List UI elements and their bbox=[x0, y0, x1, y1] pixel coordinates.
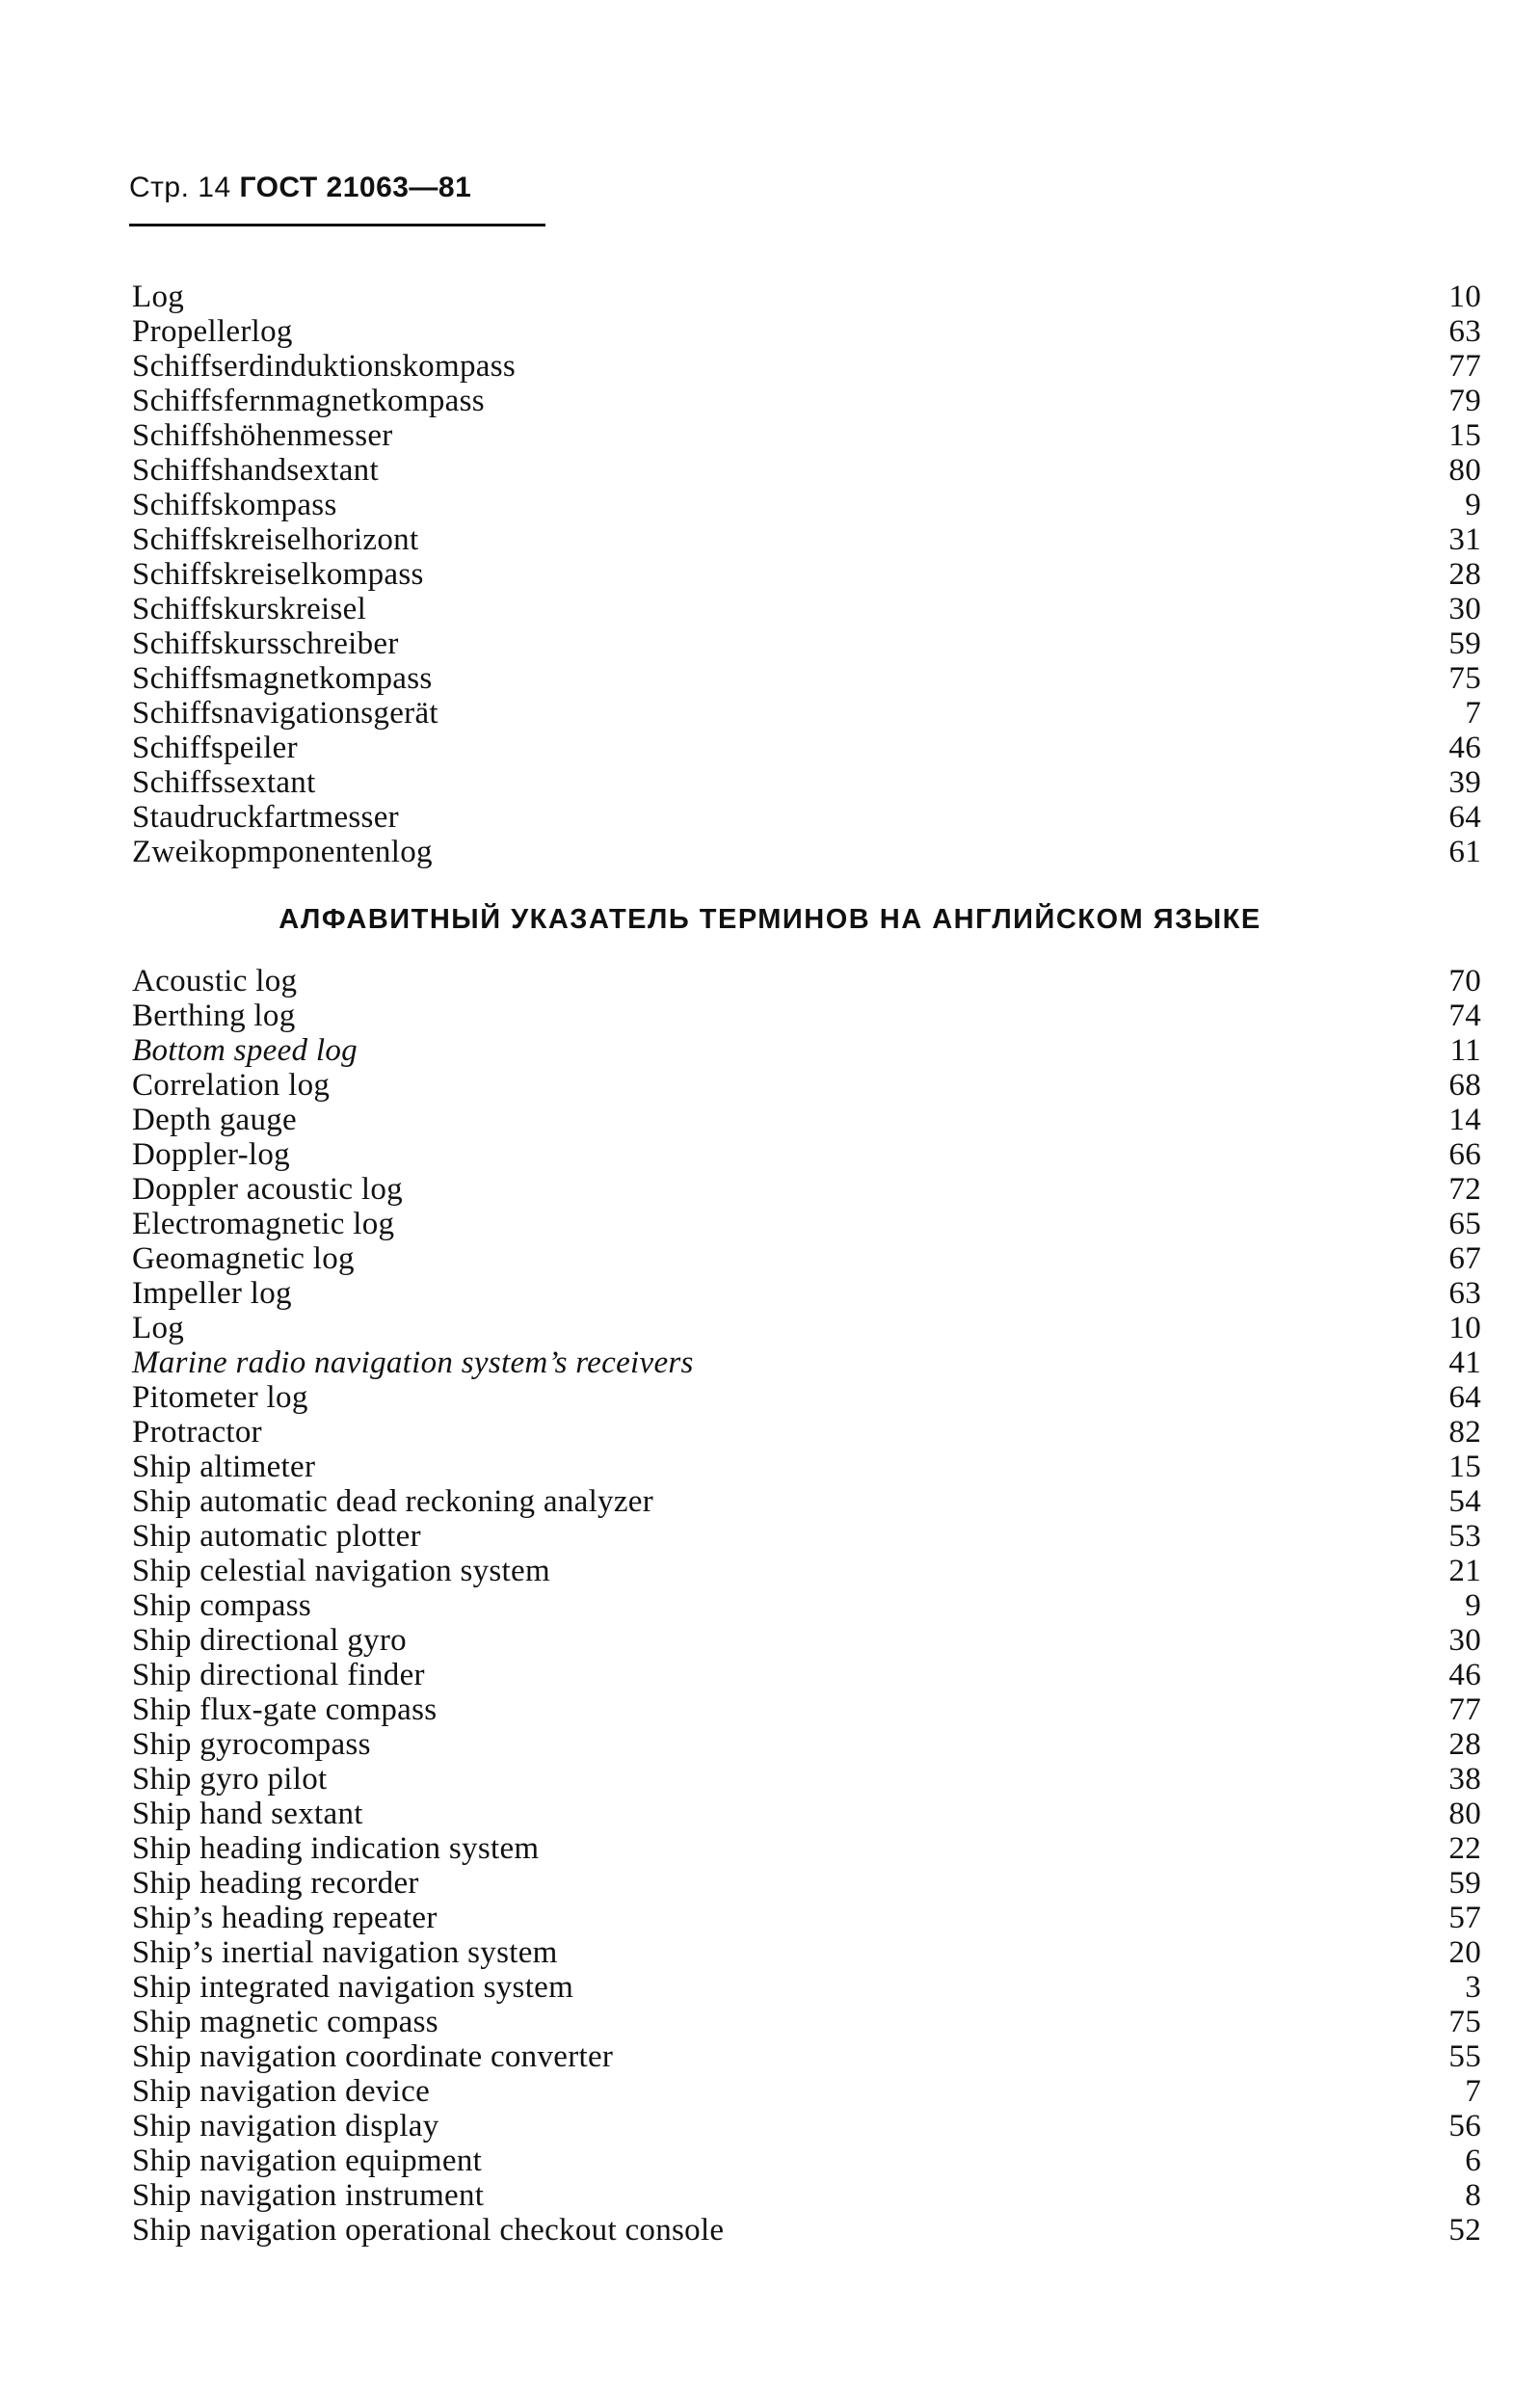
german-index-row bbox=[132, 453, 1481, 488]
term-number: 82 bbox=[1448, 1415, 1481, 1450]
term-number: 9 bbox=[1465, 488, 1481, 522]
term-number: 75 bbox=[1448, 2005, 1481, 2039]
german-index-row bbox=[132, 349, 1481, 384]
index-term: Schiffskreiselhorizont bbox=[132, 522, 419, 557]
page-number: Стр. 14 bbox=[129, 172, 231, 203]
index-term: Marine radio navigation system’s receivers bbox=[132, 1345, 694, 1380]
english-index-row bbox=[132, 1519, 1481, 1554]
term-number: 79 bbox=[1448, 384, 1481, 418]
index-term: Impeller log bbox=[132, 1276, 292, 1311]
index-term: Schiffsfernmagnetkompass bbox=[132, 384, 485, 418]
english-index-row bbox=[132, 1831, 1481, 1866]
german-index-row bbox=[132, 418, 1481, 453]
index-term: Schiffskompass bbox=[132, 488, 337, 522]
german-index-row bbox=[132, 522, 1481, 557]
index-term: Ship navigation coordinate converter bbox=[132, 2039, 614, 2074]
index-term: Ship navigation operational checkout console bbox=[132, 2213, 725, 2248]
index-term: Ship hand sextant bbox=[132, 1797, 363, 1831]
index-term: Ship gyrocompass bbox=[132, 1727, 371, 1762]
term-number: 30 bbox=[1448, 592, 1481, 626]
term-number: 57 bbox=[1448, 1901, 1481, 1935]
index-term: Protractor bbox=[132, 1415, 262, 1450]
index-term: Ship directional gyro bbox=[132, 1623, 407, 1658]
english-index-row bbox=[132, 1172, 1481, 1207]
english-index-row bbox=[132, 1658, 1481, 1692]
index-term: Ship compass bbox=[132, 1588, 312, 1623]
index-term: Doppler-log bbox=[132, 1137, 290, 1172]
english-index-row bbox=[132, 1311, 1481, 1345]
term-number: 3 bbox=[1465, 1970, 1481, 2005]
term-number: 22 bbox=[1448, 1831, 1481, 1866]
english-index-row bbox=[132, 1137, 1481, 1172]
index-term: Ship’s inertial navigation system bbox=[132, 1935, 558, 1970]
term-number: 63 bbox=[1448, 1276, 1481, 1311]
term-number: 11 bbox=[1449, 1033, 1481, 1068]
index-term: Bottom speed log bbox=[132, 1033, 358, 1068]
english-index-row bbox=[132, 1588, 1481, 1623]
term-number: 59 bbox=[1448, 1866, 1481, 1901]
german-index-row bbox=[132, 280, 1481, 314]
index-term: Ship magnetic compass bbox=[132, 2005, 438, 2039]
index-term: Ship automatic dead reckoning analyzer bbox=[132, 1484, 654, 1519]
term-number: 64 bbox=[1448, 800, 1481, 835]
index-term: Schiffshöhenmesser bbox=[132, 418, 393, 453]
term-number: 8 bbox=[1465, 2178, 1481, 2213]
index-term: Ship automatic plotter bbox=[132, 1519, 421, 1554]
german-index-row bbox=[132, 835, 1481, 869]
term-number: 75 bbox=[1448, 661, 1481, 696]
term-number: 21 bbox=[1448, 1554, 1481, 1588]
term-number: 6 bbox=[1465, 2143, 1481, 2178]
index-term: Ship flux-gate compass bbox=[132, 1692, 438, 1727]
english-index-row bbox=[132, 1484, 1481, 1519]
index-term: Doppler acoustic log bbox=[132, 1172, 403, 1207]
english-index-row bbox=[132, 1345, 1481, 1380]
german-index-row bbox=[132, 488, 1481, 522]
term-number: 55 bbox=[1448, 2039, 1481, 2074]
english-index-row bbox=[132, 1762, 1481, 1797]
english-index-row bbox=[132, 1692, 1481, 1727]
english-index-row bbox=[132, 1970, 1481, 2005]
english-index-row bbox=[132, 1901, 1481, 1935]
term-number: 38 bbox=[1448, 1762, 1481, 1797]
term-number: 59 bbox=[1448, 626, 1481, 661]
index-term: Pitometer log bbox=[132, 1380, 308, 1415]
term-number: 7 bbox=[1465, 696, 1481, 731]
term-number: 64 bbox=[1448, 1380, 1481, 1415]
index-term: Ship navigation display bbox=[132, 2109, 439, 2143]
index-term: Log bbox=[132, 280, 185, 314]
term-number: 41 bbox=[1448, 1345, 1481, 1380]
term-number: 67 bbox=[1448, 1241, 1481, 1276]
english-index-row bbox=[132, 2039, 1481, 2074]
english-index-row bbox=[132, 2005, 1481, 2039]
english-index-row bbox=[132, 2178, 1481, 2213]
german-index-row bbox=[132, 765, 1481, 800]
term-number: 66 bbox=[1448, 1137, 1481, 1172]
english-index-row bbox=[132, 964, 1481, 998]
term-number: 10 bbox=[1448, 1311, 1481, 1345]
index-term: Staudruckfartmesser bbox=[132, 800, 399, 835]
index-term: Schiffshandsextant bbox=[132, 453, 379, 488]
english-index-row bbox=[132, 1241, 1481, 1276]
term-number: 72 bbox=[1448, 1172, 1481, 1207]
english-index-row bbox=[132, 1935, 1481, 1970]
index-term: Schiffsnavigationsgerät bbox=[132, 696, 438, 731]
term-number: 56 bbox=[1448, 2109, 1481, 2143]
term-number: 68 bbox=[1448, 1068, 1481, 1103]
english-index-row bbox=[132, 2213, 1481, 2248]
english-index-row bbox=[132, 1068, 1481, 1103]
english-index-row bbox=[132, 1033, 1481, 1068]
english-term-index bbox=[132, 964, 1481, 2248]
index-term: Ship navigation device bbox=[132, 2074, 431, 2109]
index-term: Ship navigation instrument bbox=[132, 2178, 485, 2213]
index-term: Ship’s heading repeater bbox=[132, 1901, 438, 1935]
english-index-row bbox=[132, 998, 1481, 1033]
term-number: 46 bbox=[1448, 1658, 1481, 1692]
english-index-row bbox=[132, 2109, 1481, 2143]
term-number: 39 bbox=[1448, 765, 1481, 800]
term-number: 30 bbox=[1448, 1623, 1481, 1658]
index-term: Electromagnetic log bbox=[132, 1207, 395, 1241]
index-term: Depth gauge bbox=[132, 1103, 297, 1137]
term-number: 10 bbox=[1448, 280, 1481, 314]
english-index-row bbox=[132, 2074, 1481, 2109]
index-term: Schiffssextant bbox=[132, 765, 316, 800]
term-number: 80 bbox=[1448, 1797, 1481, 1831]
index-term: Schiffserdinduktionskompass bbox=[132, 349, 516, 384]
term-number: 15 bbox=[1448, 1450, 1481, 1484]
term-number: 31 bbox=[1448, 522, 1481, 557]
term-number: 77 bbox=[1448, 349, 1481, 384]
german-index-row bbox=[132, 696, 1481, 731]
english-index-row bbox=[132, 1554, 1481, 1588]
index-term: Berthing log bbox=[132, 998, 296, 1033]
english-index-row bbox=[132, 1623, 1481, 1658]
index-term: Ship heading indication system bbox=[132, 1831, 540, 1866]
german-index-row bbox=[132, 384, 1481, 418]
standard-number: ГОСТ 21063—81 bbox=[239, 172, 472, 203]
english-index-row bbox=[132, 1276, 1481, 1311]
index-term: Log bbox=[132, 1311, 185, 1345]
english-index-row bbox=[132, 1207, 1481, 1241]
english-index-row bbox=[132, 2143, 1481, 2178]
term-number: 20 bbox=[1448, 1935, 1481, 1970]
term-number: 28 bbox=[1448, 557, 1481, 592]
index-term: Schiffskursschreiber bbox=[132, 626, 399, 661]
index-term: Ship gyro pilot bbox=[132, 1762, 328, 1797]
german-index-row bbox=[132, 557, 1481, 592]
page-header bbox=[129, 172, 471, 204]
term-number: 63 bbox=[1448, 314, 1481, 349]
english-index-row bbox=[132, 1866, 1481, 1901]
index-term: Acoustic log bbox=[132, 964, 298, 998]
index-term: Ship celestial navigation system bbox=[132, 1554, 550, 1588]
english-index-row bbox=[132, 1103, 1481, 1137]
english-index-row bbox=[132, 1797, 1481, 1831]
index-term: Geomagnetic log bbox=[132, 1241, 355, 1276]
index-term: Schiffsmagnetkompass bbox=[132, 661, 433, 696]
index-term: Ship directional finder bbox=[132, 1658, 425, 1692]
term-number: 9 bbox=[1465, 1588, 1481, 1623]
term-number: 61 bbox=[1448, 835, 1481, 869]
term-number: 77 bbox=[1448, 1692, 1481, 1727]
german-index-row bbox=[132, 592, 1481, 626]
german-index-row bbox=[132, 731, 1481, 765]
term-number: 14 bbox=[1448, 1103, 1481, 1137]
term-number: 74 bbox=[1448, 998, 1481, 1033]
term-number: 46 bbox=[1448, 731, 1481, 765]
german-term-index bbox=[132, 280, 1481, 869]
term-number: 80 bbox=[1448, 453, 1481, 488]
term-number: 7 bbox=[1465, 2074, 1481, 2109]
index-term: Schiffskreiselkompass bbox=[132, 557, 424, 592]
term-number: 53 bbox=[1448, 1519, 1481, 1554]
term-number: 52 bbox=[1448, 2213, 1481, 2248]
german-index-row bbox=[132, 314, 1481, 349]
index-term: Propellerlog bbox=[132, 314, 293, 349]
index-term: Ship altimeter bbox=[132, 1450, 316, 1484]
index-term: Ship integrated navigation system bbox=[132, 1970, 574, 2005]
english-index-row bbox=[132, 1415, 1481, 1450]
index-term: Zweikopmponentenlog bbox=[132, 835, 433, 869]
english-index-row bbox=[132, 1727, 1481, 1762]
english-index-heading: АЛФАВИТНЫЙ УКАЗАТЕЛЬ ТЕРМИНОВ НА АНГЛИЙСКОМ ЯЗЫКЕ bbox=[279, 904, 1261, 935]
header-rule bbox=[129, 224, 545, 226]
german-index-row bbox=[132, 626, 1481, 661]
term-number: 15 bbox=[1448, 418, 1481, 453]
index-term: Correlation log bbox=[132, 1068, 331, 1103]
english-index-row bbox=[132, 1380, 1481, 1415]
term-number: 28 bbox=[1448, 1727, 1481, 1762]
term-number: 70 bbox=[1448, 964, 1481, 998]
index-term: Ship navigation equipment bbox=[132, 2143, 483, 2178]
index-term: Ship heading recorder bbox=[132, 1866, 419, 1901]
german-index-row bbox=[132, 661, 1481, 696]
term-number: 54 bbox=[1448, 1484, 1481, 1519]
term-number: 65 bbox=[1448, 1207, 1481, 1241]
german-index-row bbox=[132, 800, 1481, 835]
index-term: Schiffskurskreisel bbox=[132, 592, 367, 626]
english-index-row bbox=[132, 1450, 1481, 1484]
index-term: Schiffspeiler bbox=[132, 731, 298, 765]
